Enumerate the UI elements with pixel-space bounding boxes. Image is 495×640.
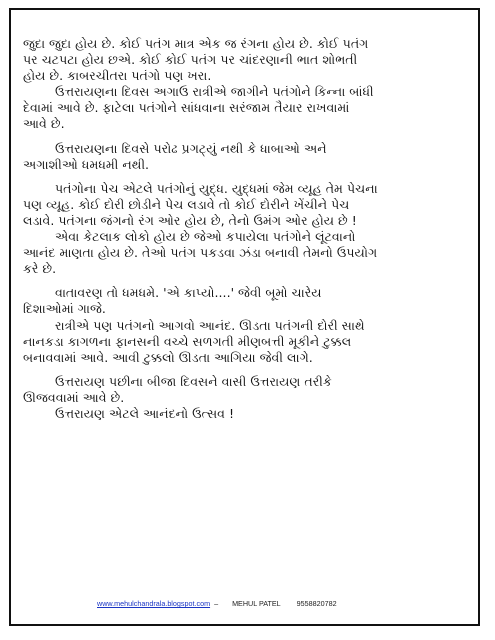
author-name: MEHUL PATEL (232, 599, 281, 608)
text-line: જુદા જુદા હોય છે. કોઈ પતંગ માત્ર એક જ રંગના હોય છે. કોઈ પતંગ (23, 36, 369, 51)
text-line: અગાશીઓ ધમધમી નથી. (23, 156, 150, 172)
text-line: દિશાઓમાં ગાજે. (23, 301, 106, 317)
text-line: દેવામાં આવે છે. ફાટેલા પતંગોને સાંધવાના સરંજામ તૈયાર રાખવામાં (23, 100, 350, 116)
footer-separator: – (214, 599, 219, 608)
page-border (9, 8, 480, 626)
closing-line: ઉત્તરાયણ એટલે આનંદનો ઉત્સવ ! (55, 405, 235, 421)
text-line: પતંગોના પેચ એટલે પતંગોનું યુદ્ધ. યુદ્ધમાં જેમ વ્યૂહ તેમ પેચના (55, 180, 378, 196)
text-line: એવા કેટલાક લોકો હોય છે જેઓ કપાયેલા પતંગોને લૂંટવાનો (55, 229, 356, 245)
paragraph-5 (23, 229, 471, 277)
text-line: પણ વ્યૂહ. કોઈ દોરી છોડીને પેચ લડાવે તો કોઈ દોરીને ખેંચીને પેચ (23, 196, 350, 212)
paragraph-2 (23, 84, 471, 132)
page-text (23, 36, 471, 422)
paragraph-3 (23, 141, 471, 173)
text-line: વાતાવરણ તો ધમધમે. 'એ કાપ્યો....' જેવી બૂમો ચારેય (55, 285, 322, 301)
paragraph-1 (23, 36, 471, 84)
text-line: આવે છે. (23, 116, 65, 132)
paragraph-4 (23, 181, 471, 229)
text-line: નાનકડા કાગળના ફાનસની વચ્ચે સળગતી મીણબત્તી મૂકીને ટુક્કલ (23, 333, 352, 349)
text-line: રાત્રીએ પણ પતંગનો આગવો આનંદ. ઊડતા પતંગની દોરી સાથે (55, 317, 365, 333)
text-line: કરે છે. (23, 261, 57, 277)
text-line: ઊજવવામાં આવે છે. (23, 389, 125, 405)
text-line: પર ચટપટા હોય છએ. કોઈ કોઈ પતંગ પર ચાંદરણાની ભાત શોભતી (23, 52, 358, 68)
paragraph-9 (23, 406, 471, 422)
page-footer (97, 599, 337, 608)
text-line: હોય છે. કાબરચીતરા પતંગો પણ ખરા. (23, 68, 212, 84)
paragraph-7 (23, 318, 471, 366)
text-line: ઉત્તરાયણ પછીના બીજા દિવસને વાસી ઉત્તરાયણ તરીકે (55, 373, 332, 389)
text-line: બનાવવામાં આવે. આવી ટુક્કલો ઊડતા આગિયા જેવી લાગે. (23, 349, 313, 365)
paragraph-6 (23, 285, 471, 317)
paragraph-8 (23, 374, 471, 406)
text-line: ઉત્તરાયણના દિવસે પરોઢ પ્રગટ્યું નથી કે ધાબાઓ અને (55, 140, 327, 156)
website-link[interactable]: www.mehulchandrala.blogspot.com (97, 599, 211, 608)
text-line: આનંદ માણતા હોય છે. તેઓ પતંગ પકડવા ઝંડા બનાવી તેમનો ઉપયોગ (23, 245, 378, 261)
text-line: ઉત્તરાયણના દિવસ અગાઉ રાત્રીએ જાગીને પતંગોને કિન્ના બાંધી (55, 84, 374, 100)
text-line: લડાવે. પતંગના જંગનો રંગ ઓર હોય છે, તેનો ઉમંગ ઓર હોય છે ! (23, 212, 357, 228)
phone-number: 9558820782 (296, 599, 337, 608)
